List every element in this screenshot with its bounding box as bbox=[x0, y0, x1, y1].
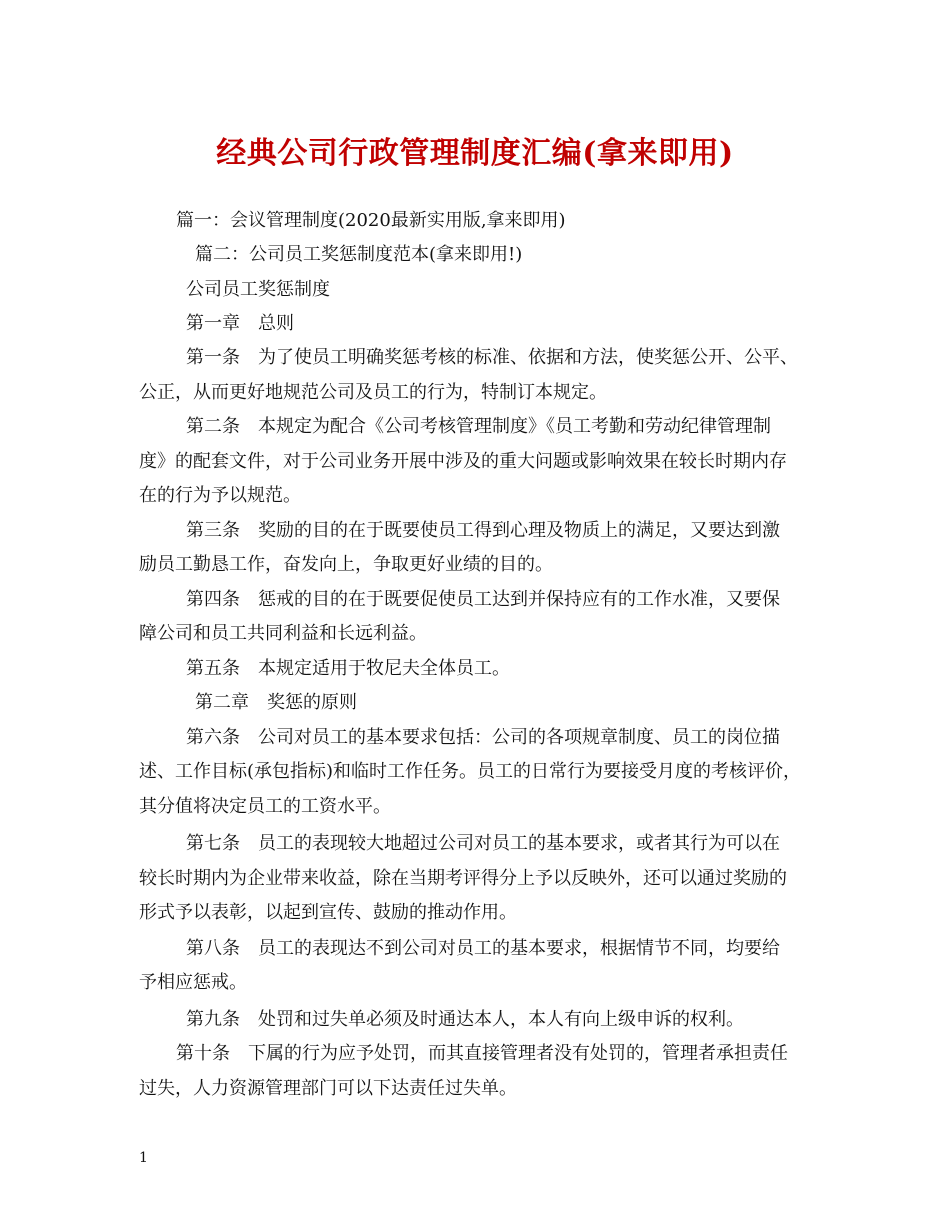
chapter-1-heading: 第一章 总则 bbox=[186, 313, 294, 334]
article-1-line-2: 公正，从而更好地规范公司及员工的行为，特制订本规定。 bbox=[139, 382, 607, 403]
article-2-line-3: 在的行为予以规范。 bbox=[139, 485, 301, 506]
article-9: 第九条 处罚和过失单必须及时通达本人，本人有向上级申诉的权利。 bbox=[186, 1009, 744, 1030]
document-title: 经典公司行政管理制度汇编(拿来即用) bbox=[216, 136, 734, 171]
chapter-2-heading: 第二章 奖惩的原则 bbox=[195, 692, 357, 713]
article-10-line-1: 第十条 下属的行为应予处罚，而其直接管理者没有处罚的，管理者承担责任 bbox=[176, 1043, 788, 1064]
article-6-line-1: 第六条 公司对员工的基本要求包括：公司的各项规章制度、员工的岗位描 bbox=[186, 727, 780, 748]
article-3-line-2: 励员工勤恳工作，奋发向上，争取更好业绩的目的。 bbox=[139, 554, 553, 575]
article-8-line-2: 予相应惩戒。 bbox=[139, 972, 247, 993]
article-2-line-2: 度》的配套文件，对于公司业务开展中涉及的重大问题或影响效果在较长时期内存 bbox=[139, 451, 787, 472]
article-3-line-1: 第三条 奖励的目的在于既要使员工得到心理及物质上的满足，又要达到激 bbox=[186, 520, 780, 541]
article-5: 第五条 本规定适用于牧尼夫全体员工。 bbox=[186, 658, 510, 679]
toc-entry-2: 篇二：公司员工奖惩制度范本(拿来即用!) bbox=[195, 244, 523, 265]
article-8-line-1: 第八条 员工的表现达不到公司对员工的基本要求，根据情节不同，均要给 bbox=[186, 938, 780, 959]
article-7-line-1: 第七条 员工的表现较大地超过公司对员工的基本要求，或者其行为可以在 bbox=[186, 833, 780, 854]
section-title: 公司员工奖惩制度 bbox=[186, 279, 330, 300]
article-7-line-2: 较长时期内为企业带来收益，除在当期考评得分上予以反映外，还可以通过奖励的 bbox=[139, 868, 787, 889]
article-4-line-2: 障公司和员工共同利益和长远利益。 bbox=[139, 623, 427, 644]
article-2-line-1: 第二条 本规定为配合《公司考核管理制度》《员工考勤和劳动纪律管理制 bbox=[186, 416, 771, 437]
article-7-line-3: 形式予以表彰，以起到宣传、鼓励的推动作用。 bbox=[139, 902, 517, 923]
article-6-line-2: 述、工作目标(承包指标)和临时工作任务。员工的日常行为要接受月度的考核评价， bbox=[139, 761, 802, 782]
page-number: 1 bbox=[139, 1150, 148, 1166]
article-1-line-1: 第一条 为了使员工明确奖惩考核的标准、依据和方法，使奖惩公开、公平、 bbox=[186, 347, 798, 368]
article-4-line-1: 第四条 惩戒的目的在于既要促使员工达到并保持应有的工作水准，又要保 bbox=[186, 589, 780, 610]
toc-entry-1: 篇一：会议管理制度(2020最新实用版,拿来即用) bbox=[176, 210, 566, 231]
article-6-line-3: 其分值将决定员工的工资水平。 bbox=[139, 796, 391, 817]
article-10-line-2: 过失，人力资源管理部门可以下达责任过失单。 bbox=[139, 1078, 517, 1099]
